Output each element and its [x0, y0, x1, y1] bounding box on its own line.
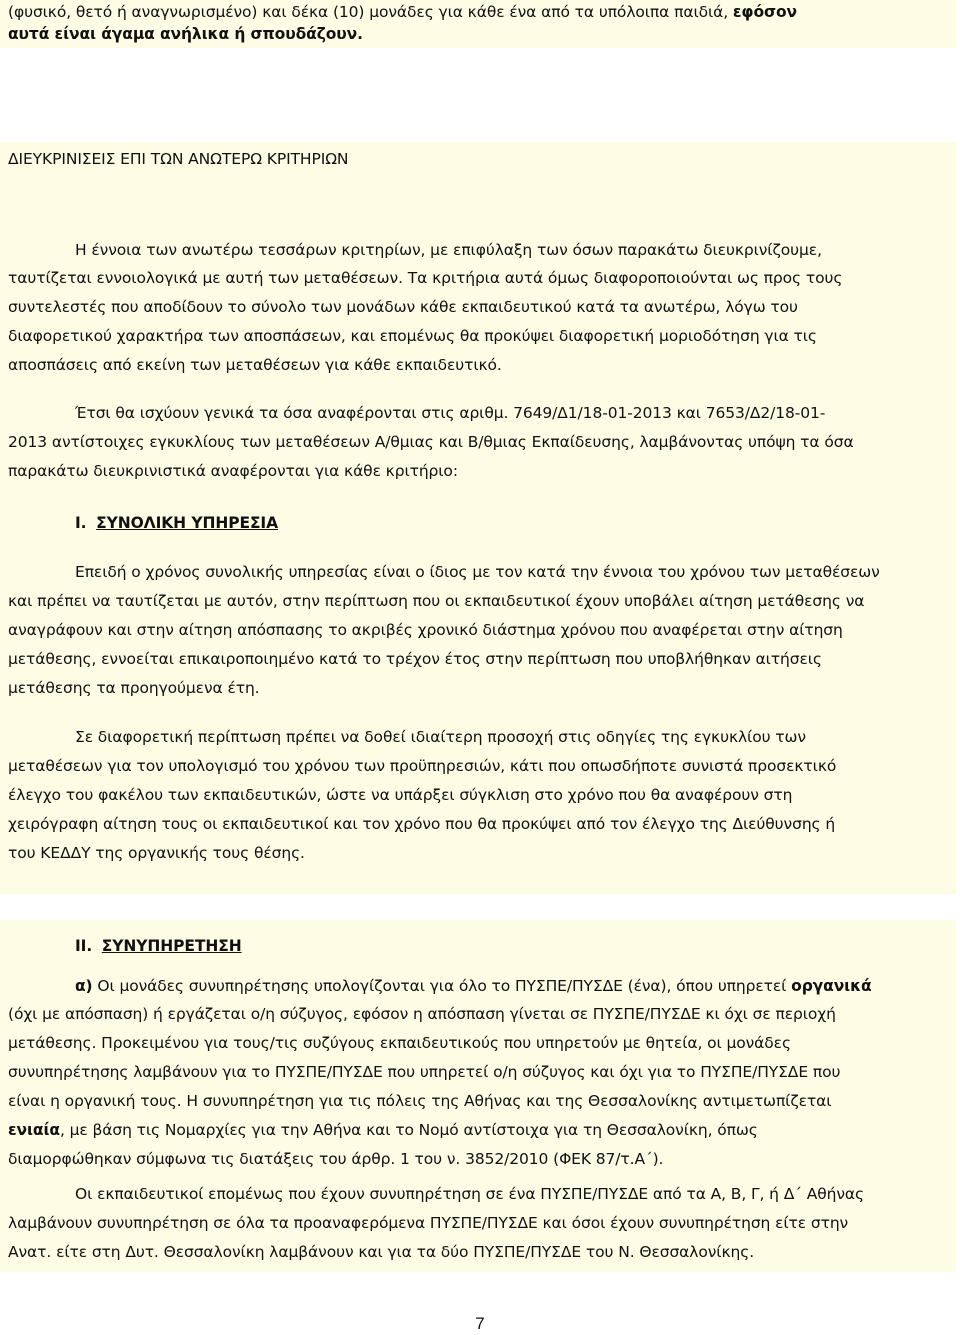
section2-para-b-line: Ανατ. είτε στη Δυτ. Θεσσαλονίκη λαμβάνουν και για τα δύο ΠΥΣΠΕ/ΠΥΣΔΕ του Ν. Θεσσαλονίκης. — [8, 1243, 755, 1261]
para1-line: Η έννοια των ανωτέρω τεσσάρων κριτηρίων, με επιφύλαξη των όσων παρακάτω διευκρινίζουμε, — [75, 241, 822, 259]
section1-para-b-line: Σε διαφορετική περίπτωση πρέπει να δοθεί ιδιαίτερη προσοχή στις οδηγίες της εγκυκλίου των — [75, 728, 806, 746]
section2-para-a-line: διαμορφώθηκαν σύμφωνα τις διατάξεις του άρθρ. 1 του ν. 3852/2010 (ΦΕΚ 87/τ.Α΄). — [8, 1150, 664, 1168]
section2-para-a-line: μετάθεσης. Προκειμένου για τους/τις συζύγους εκπαιδευτικούς που υπηρετούν με θητεία, οι μονάδες — [8, 1034, 791, 1052]
section2-title: ΙΙ. ΣΥΝΥΠΗΡΕΤΗΣΗ — [75, 937, 242, 955]
intro-line-1: (φυσικό, θετό ή αναγνωρισμένο) και δέκα (10) μονάδες για κάθε ένα από τα υπόλοιπα παιδιά, εφόσον — [8, 3, 797, 21]
para1-line: συντελεστές που αποδίδουν το σύνολο των μονάδων κάθε εκπαιδευτικού κατά τα ανωτέρω, λόγω του — [8, 298, 798, 316]
para2-line: 2013 αντίστοιχες εγκυκλίους των μεταθέσεων Α/θμιας και Β/θμιας Εκπαίδευσης, λαμβάνοντας υπόψη τα όσα — [8, 433, 854, 451]
section1-title: Ι. ΣΥΝΟΛΙΚΗ ΥΠΗΡΕΣΙΑ — [75, 514, 278, 532]
section2-para-a-line: (όχι με απόσπαση) ή εργάζεται ο/η σύζυγος, εφόσον η απόσπαση γίνεται σε ΠΥΣΠΕ/ΠΥΣΔΕ κι όχι σε περιοχή — [8, 1005, 836, 1023]
section2-para-b-line: λαμβάνουν συνυπηρέτηση σε όλα τα προαναφερόμενα ΠΥΣΠΕ/ΠΥΣΔΕ και όσοι έχουν συνυπηρέτηση είτε στην — [8, 1214, 849, 1232]
intro-line-2: αυτά είναι άγαμα ανήλικα ή σπουδάζουν. — [8, 25, 363, 43]
section2-para-a-line: α) Οι μονάδες συνυπηρέτησης υπολογίζονται για όλο το ΠΥΣΠΕ/ΠΥΣΔΕ (ένα), όπου υπηρετεί οργανικά — [75, 977, 872, 995]
section1-para-a-line: και πρέπει να ταυτίζεται με αυτόν, στην περίπτωση που οι εκπαιδευτικοί έχουν υποβάλει αίτηση μετάθεσης να — [8, 592, 865, 610]
section2-para-a-line: είναι η οργανική τους. Η συνυπηρέτηση για τις πόλεις της Αθήνας και της Θεσσαλονίκης αντιμετωπίζεται — [8, 1092, 832, 1110]
section2-para-b-line: Οι εκπαιδευτικοί επομένως που έχουν συνυπηρέτηση σε ένα ΠΥΣΠΕ/ΠΥΣΔΕ από τα Α, Β, Γ, ή Δ΄ Αθήνας — [75, 1185, 864, 1203]
para1-line: διαφορετικού χαρακτήρα των αποσπάσεων, και επομένως θα προκύψει διαφορετική μοριοδότηση για τις — [8, 327, 817, 345]
page-number: 7 — [475, 1314, 485, 1333]
section2-para-a-line: συνυπηρέτησης λαμβάνουν για το ΠΥΣΠΕ/ΠΥΣΔΕ που υπηρετεί ο/η σύζυγος και όχι για το ΠΥΣΠΕ/ΠΥΣΔΕ που — [8, 1063, 841, 1081]
section1-para-b-line: μεταθέσεων για τον υπολογισμό του χρόνου των προϋπηρεσιών, κάτι που οπωσδήποτε συνιστά προσεκτικό — [8, 757, 837, 775]
section1-para-a-line: αναγράφουν και στην αίτηση απόσπασης το ακριβές χρονικό διάστημα χρόνου που αναφέρεται στην αίτηση — [8, 621, 843, 639]
section1-para-a-line: μετάθεσης τα προηγούμενα έτη. — [8, 679, 260, 697]
para1-line: αποσπάσεις από εκείνη των μεταθέσεων για κάθε εκπαιδευτικό. — [8, 356, 502, 374]
section2-para-a-line: ενιαία, με βάση τις Νομαρχίες για την Αθήνα και το Νομό αντίστοιχα για τη Θεσσαλονίκη, όπως — [8, 1121, 758, 1139]
section1-para-a-line: μετάθεσης, εννοείται επικαιροποιημένο κατά το τρέχον έτος στην περίπτωση που υποβλήθηκαν αιτήσεις — [8, 650, 822, 668]
para2-line: παρακάτω διευκρινιστικά αναφέρονται για κάθε κριτήριο: — [8, 462, 458, 480]
section-heading: ΔΙΕΥΚΡΙΝΙΣΕΙΣ ΕΠΙ ΤΩΝ ΑΝΩΤΕΡΩ ΚΡΙΤΗΡΙΩΝ — [8, 150, 349, 168]
section1-para-b-line: έλεγχο του φακέλου των εκπαιδευτικών, ώστε να υπάρξει σύγκλιση στο χρόνο που θα αναφέρουν στη — [8, 786, 793, 804]
para2-line: Έτσι θα ισχύουν γενικά τα όσα αναφέρονται στις αριθμ. 7649/Δ1/18-01-2013 και 7653/Δ2/18-01- — [75, 404, 826, 422]
section1-para-b-line: του ΚΕΔΔΥ της οργανικής τους θέσης. — [8, 844, 305, 862]
para1-line: ταυτίζεται εννοιολογικά με αυτή των μεταθέσεων. Τα κριτήρια αυτά όμως διαφοροποιούνται ως προς τους — [8, 269, 843, 287]
section1-para-a-line: Επειδή ο χρόνος συνολικής υπηρεσίας είναι ο ίδιος με τον κατά την έννοια του χρόνου των μεταθέσεων — [75, 563, 880, 581]
section1-para-b-line: χειρόγραφη αίτηση τους οι εκπαιδευτικοί και τον χρόνο που θα προκύψει από τον έλεγχο της Διεύθυνσης ή — [8, 815, 836, 833]
